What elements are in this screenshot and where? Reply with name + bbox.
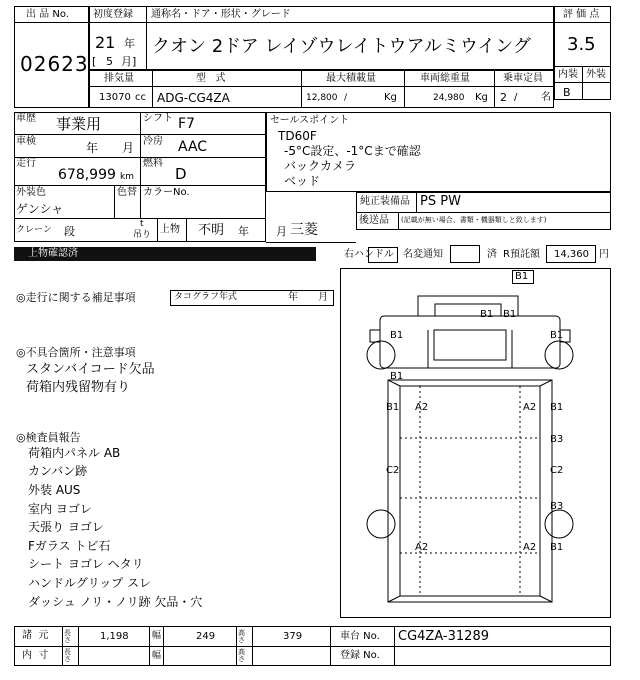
body-maker: 三菱: [290, 222, 318, 238]
first-reg-month: 5: [106, 55, 113, 68]
crane-stage-unit: 段: [64, 225, 75, 238]
fuel-label: 燃料: [143, 158, 163, 169]
gross-weight-unit: Kg: [475, 92, 488, 103]
height-value: 379: [283, 631, 303, 642]
damage-mark-4: B1: [390, 330, 404, 341]
first-reg-label: 初度登録: [93, 9, 133, 20]
model-name: クオン 2ドア レイゾウレイトウアルミウイング: [152, 36, 531, 57]
capacity-value: 2: [500, 91, 507, 104]
width-value: 249: [196, 631, 216, 642]
fuel-value: D: [175, 165, 187, 183]
length-value: 1,198: [100, 631, 129, 642]
inspector-note-6: Fガラス トビ石: [28, 539, 111, 553]
displacement-label: 排気量: [104, 73, 134, 84]
inspector-note-9: ダッシュ ノリ・ノリ跡 欠品・穴: [28, 595, 203, 609]
capacity-sep: /: [514, 92, 518, 103]
lot-number: 02623: [20, 52, 89, 76]
defect-1: スタンバイコード欠品: [26, 362, 155, 377]
gross-weight-value: 24,980: [433, 93, 465, 103]
capacity-unit: 名: [541, 92, 551, 103]
name-change-label: 名変通知: [403, 249, 443, 260]
damage-mark-16: A2: [523, 542, 537, 553]
damage-mark-9: A2: [523, 402, 537, 413]
displacement-unit: cc: [135, 92, 146, 103]
inspector-note-5: 天張り ヨゴレ: [28, 520, 104, 534]
damage-mark-15: A2: [415, 542, 429, 553]
sales-point-label: セールスポイント: [270, 115, 350, 126]
damage-mark-2: B1: [480, 309, 494, 320]
damage-mark-14: B3: [550, 501, 564, 512]
displacement-value: 13070: [99, 92, 131, 103]
sales-point-line-3: バックカメラ: [284, 159, 357, 173]
recycle-amount: 14,360: [554, 249, 589, 260]
first-reg-month-open: [: [92, 55, 97, 68]
history-label: 車歴: [16, 113, 36, 124]
interior-grade: B: [563, 86, 571, 99]
damage-mark-13: C2: [550, 465, 564, 476]
body-confirmed-label: 上物確認済: [28, 248, 78, 259]
inspection-label: 車検: [16, 136, 36, 147]
body-year-unit: 年: [238, 225, 249, 238]
inspector-note-7: シート ヨゴレ ヘタリ: [28, 557, 144, 571]
damage-mark-1: B1: [515, 271, 529, 282]
score-value: 3.5: [567, 34, 596, 55]
first-reg-month-unit: 月]: [121, 55, 137, 68]
after-delivery-note: (記載が無い場合、書類・機器類しと致します): [401, 216, 547, 224]
crane-ton-unit: t: [140, 219, 144, 229]
shift-label: シフト: [143, 113, 173, 124]
truck-top-view-diagram: [340, 268, 611, 618]
defects-title: ◎不具合箇所・注意事項: [16, 346, 136, 359]
sales-point-line-2: -5°C設定、-1°Cまで確認: [284, 144, 421, 158]
inner-width-label: 幅: [152, 651, 162, 661]
color-label: 外装色: [16, 187, 46, 198]
damage-mark-12: C2: [386, 465, 400, 476]
color-code-label: カラーNo.: [143, 187, 190, 198]
capacity-label: 乗車定員: [503, 73, 543, 84]
ac-label: 冷房: [143, 136, 163, 147]
mileage-value: 678,999: [58, 167, 116, 183]
inspection-month-unit: 月: [122, 141, 135, 155]
body-month-unit: 月: [276, 225, 287, 238]
inner-dims-label: 内 寸: [22, 650, 49, 661]
body-year: 不明: [198, 223, 225, 238]
shift-value: F7: [178, 116, 195, 132]
mileage-unit: km: [120, 172, 134, 182]
score-label: 評 価 点: [563, 9, 600, 20]
width-label: 幅: [152, 631, 162, 641]
exterior-label: 外装: [586, 69, 606, 80]
damage-mark-7: B1: [386, 402, 400, 413]
rhd-label: 右ハンドル: [344, 249, 394, 260]
dims-label: 諸 元: [22, 630, 49, 641]
ac-value: AAC: [178, 139, 208, 155]
inspector-note-4: 室内 ヨゴレ: [28, 502, 92, 516]
defect-2: 荷箱内残留物有り: [26, 380, 131, 395]
registration-label: 登録 No.: [340, 650, 380, 661]
gross-weight-label: 車両総重量: [420, 73, 470, 84]
chassis-number: CG4ZA-31289: [398, 629, 489, 644]
damage-mark-5: B1: [550, 330, 564, 341]
model-name-label: 通称名・ドア・形状・グレード: [151, 9, 291, 20]
name-change-box: [450, 245, 480, 263]
damage-mark-3: B1: [503, 309, 517, 320]
damage-mark-17: B1: [550, 542, 564, 553]
tachograph-year-unit: 年: [288, 292, 298, 303]
recycle-label: R預託額: [503, 249, 540, 260]
max-load-sep: /: [344, 93, 348, 103]
recycle-paid-mark: 済: [487, 249, 497, 260]
damage-mark-6: B1: [390, 371, 404, 382]
damage-mark-8: A2: [415, 402, 429, 413]
equipment-label: 純正装備品: [360, 196, 410, 207]
inner-length-label: 長さ: [64, 648, 71, 663]
recycle-unit: 円: [599, 249, 609, 260]
first-reg-year: 21: [95, 33, 116, 52]
inspector-note-1: 荷箱内パネル AB: [28, 446, 121, 460]
lot-no-label: 出 品 No.: [26, 9, 69, 20]
inspector-note-8: ハンドルグリップ スレ: [28, 576, 152, 590]
body-label: 上物: [160, 224, 180, 235]
inner-height-label: 高さ: [238, 648, 245, 663]
mileage-label: 走行: [16, 158, 36, 169]
max-load-unit: Kg: [384, 92, 397, 103]
inspection-year-unit: 年: [86, 141, 99, 155]
history-value: 事業用: [56, 115, 102, 133]
after-delivery-label: 後送品: [359, 215, 389, 226]
inspector-note-2: カンバン跡: [28, 464, 88, 478]
first-reg-year-unit: 年: [124, 37, 135, 50]
length-label: 長さ: [64, 629, 71, 644]
model-code: ADG-CG4ZA: [157, 91, 230, 105]
max-load-label: 最大積載量: [326, 73, 376, 84]
color-value: ゲンシャ: [16, 202, 64, 216]
tachograph-label: タコグラフ年式: [174, 292, 238, 302]
height-label: 高さ: [238, 629, 245, 644]
sales-point-line-4: ベッド: [284, 174, 321, 188]
inspector-title: ◎検査員報告: [16, 431, 81, 444]
damage-mark-11: B3: [550, 434, 564, 445]
color-change-label: 色替: [117, 187, 137, 198]
inspector-note-3: 外装 AUS: [28, 483, 81, 497]
max-load-value: 12,800: [306, 93, 338, 103]
equipment-value: PS PW: [420, 194, 461, 209]
crane-label: クレーン: [16, 225, 52, 235]
driving-notes-title: ◎走行に関する補足事項: [16, 291, 136, 304]
sales-point-line-1: TD60F: [278, 129, 317, 143]
crane-hang-unit: 吊り: [133, 230, 152, 240]
model-code-label: 型 式: [196, 73, 226, 84]
chassis-label: 車台 No.: [340, 631, 380, 642]
tachograph-month-unit: 月: [318, 292, 328, 303]
damage-mark-10: B1: [550, 402, 564, 413]
interior-label: 内装: [558, 69, 578, 80]
